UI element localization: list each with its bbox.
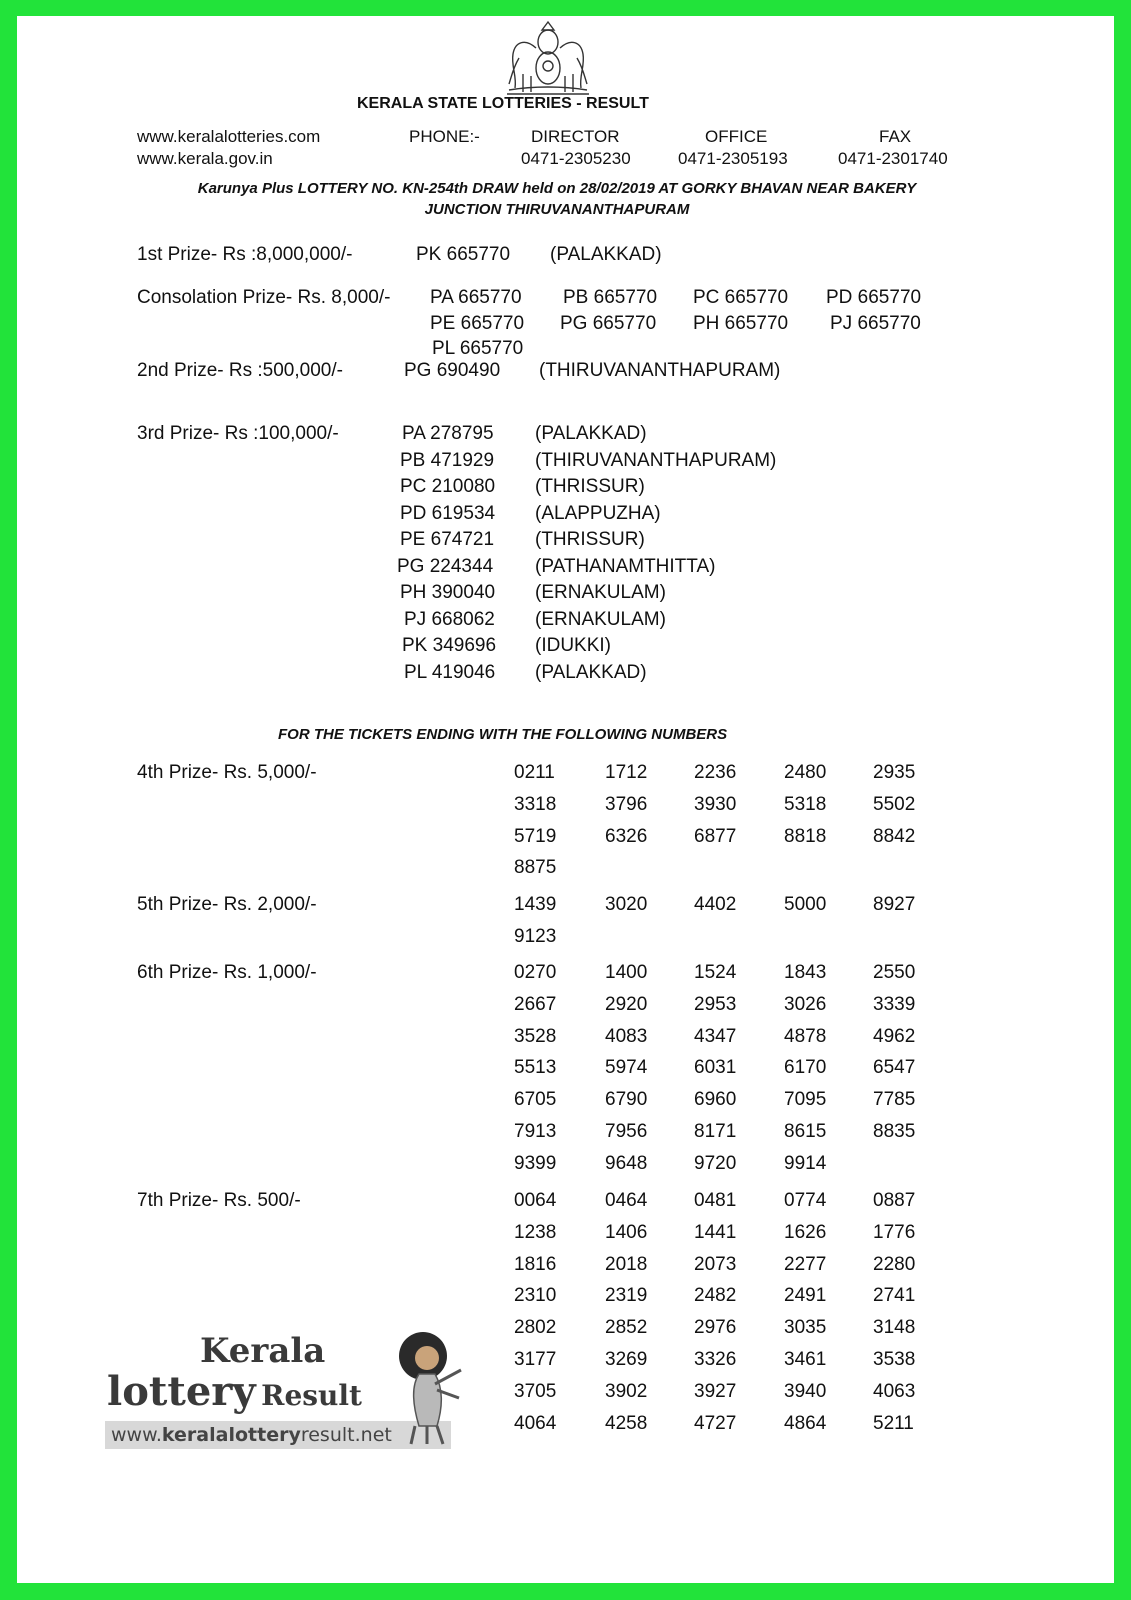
kathakali-figure-icon xyxy=(397,1326,477,1446)
first-prize-place: (PALAKKAD) xyxy=(550,244,662,265)
third-prize-ticket: PJ 668062 xyxy=(404,608,495,630)
winning-number: 1712 xyxy=(605,762,648,783)
second-prize-place: (THIRUVANANTHAPURAM) xyxy=(539,360,781,381)
winning-number: 7785 xyxy=(873,1089,916,1111)
winning-number: 4063 xyxy=(873,1380,916,1402)
sixth-prize-label: 6th Prize- Rs. 1,000/- xyxy=(137,962,317,983)
third-prize-ticket: PE 674721 xyxy=(400,529,495,550)
third-prize-place: (PATHANAMTHITTA) xyxy=(535,555,716,577)
third-prize-ticket: PL 419046 xyxy=(404,661,496,683)
first-prize-ticket: PK 665770 xyxy=(416,244,511,265)
winning-number: 2920 xyxy=(605,993,648,1015)
phone-label: PHONE:- xyxy=(409,127,480,146)
winning-number: 1400 xyxy=(605,962,648,983)
website-2: www.kerala.gov.in xyxy=(137,149,273,168)
director-number: 0471-2305230 xyxy=(521,149,631,168)
winning-number: 2741 xyxy=(873,1285,916,1307)
winning-number: 3705 xyxy=(514,1380,557,1402)
winning-number: 2310 xyxy=(514,1285,557,1307)
watermark-lottery: lottery xyxy=(107,1368,256,1415)
winning-number: 9914 xyxy=(784,1152,827,1174)
winning-number: 3902 xyxy=(605,1380,648,1402)
winning-number: 1626 xyxy=(784,1221,827,1243)
winning-number: 9399 xyxy=(514,1152,557,1174)
winning-number: 4402 xyxy=(694,894,737,915)
kerala-state-emblem-icon xyxy=(503,18,593,98)
winning-number: 8818 xyxy=(784,825,827,847)
consolation-ticket: PA 665770 xyxy=(430,287,522,308)
second-prize-label: 2nd Prize- Rs :500,000/- xyxy=(137,360,343,381)
draw-info-line-1: Karunya Plus LOTTERY NO. KN-254th DRAW held on 28/02/2019 AT GORKY BHAVAN NEAR BAKERY xyxy=(197,180,917,197)
consolation-ticket: PG 665770 xyxy=(560,313,657,334)
winning-number: 8875 xyxy=(514,857,557,879)
fax-number: 0471-2301740 xyxy=(838,149,948,168)
winning-number: 5513 xyxy=(514,1057,557,1079)
winning-number: 5502 xyxy=(873,793,916,815)
page-title: KERALA STATE LOTTERIES - RESULT xyxy=(357,95,649,112)
winning-number: 6547 xyxy=(873,1057,916,1079)
winning-number: 8927 xyxy=(873,894,916,915)
winning-number: 0270 xyxy=(514,962,557,983)
winning-number: 2018 xyxy=(605,1253,648,1275)
winning-number: 3927 xyxy=(694,1380,737,1402)
winning-number: 2953 xyxy=(694,993,737,1015)
winning-number: 5974 xyxy=(605,1057,648,1079)
winning-number: 1441 xyxy=(694,1221,737,1243)
third-prize-place: (PALAKKAD) xyxy=(535,423,647,444)
winning-number: 0887 xyxy=(873,1190,916,1211)
watermark-line-1: Kerala xyxy=(200,1331,326,1371)
third-prize-ticket: PB 471929 xyxy=(400,449,495,471)
third-prize-place: (IDUKKI) xyxy=(535,635,611,656)
watermark-url-part: keralalottery xyxy=(161,1424,301,1446)
winning-number: 2319 xyxy=(605,1285,648,1307)
third-prize-ticket: PC 210080 xyxy=(400,476,496,497)
winning-number: 1816 xyxy=(514,1253,557,1275)
winning-number: 6705 xyxy=(514,1089,557,1111)
winning-number: 2491 xyxy=(784,1285,827,1307)
winning-number: 6960 xyxy=(694,1089,737,1111)
winning-number: 3269 xyxy=(605,1349,648,1370)
winning-number: 2236 xyxy=(694,762,737,783)
watermark-logo xyxy=(107,1331,477,1486)
winning-number: 8171 xyxy=(694,1121,737,1142)
watermark-url-part: result xyxy=(300,1424,355,1446)
winning-number: 2480 xyxy=(784,762,827,783)
consolation-ticket: PC 665770 xyxy=(693,287,789,308)
consolation-ticket: PE 665770 xyxy=(430,313,525,334)
consolation-ticket: PJ 665770 xyxy=(830,313,921,334)
winning-number: 0774 xyxy=(784,1190,827,1211)
winning-number: 3796 xyxy=(605,793,648,815)
third-prize-place: (ERNAKULAM) xyxy=(535,608,666,630)
winning-number: 2935 xyxy=(873,762,916,783)
consolation-prize-label: Consolation Prize- Rs. 8,000/- xyxy=(137,287,391,308)
consolation-ticket: PB 665770 xyxy=(563,287,658,308)
draw-info-line-2: JUNCTION THIRUVANANTHAPURAM xyxy=(424,201,690,218)
seventh-prize-label: 7th Prize- Rs. 500/- xyxy=(137,1190,301,1211)
result-sheet xyxy=(17,16,1114,1583)
third-prize-place: (THRISSUR) xyxy=(535,529,645,550)
third-prize-place: (ERNAKULAM) xyxy=(535,582,666,603)
winning-number: 2852 xyxy=(605,1317,648,1339)
winning-number: 3326 xyxy=(694,1349,737,1370)
winning-number: 5000 xyxy=(784,894,827,915)
third-prize-ticket: PH 390040 xyxy=(400,582,496,603)
watermark-line-2 xyxy=(107,1368,362,1415)
consolation-ticket: PD 665770 xyxy=(826,287,922,308)
winning-number: 3930 xyxy=(694,793,737,815)
director-label: DIRECTOR xyxy=(531,127,620,146)
winning-number: 4347 xyxy=(694,1025,737,1047)
winning-number: 4878 xyxy=(784,1025,827,1047)
winning-number: 2277 xyxy=(784,1253,827,1275)
winning-number: 6877 xyxy=(694,825,737,847)
winning-number: 1238 xyxy=(514,1221,557,1243)
fifth-prize-label: 5th Prize- Rs. 2,000/- xyxy=(137,894,317,915)
watermark-url-part: www. xyxy=(111,1424,162,1446)
third-prize-ticket: PD 619534 xyxy=(400,502,496,524)
winning-number: 3035 xyxy=(784,1317,827,1339)
office-label: OFFICE xyxy=(705,127,768,146)
third-prize-ticket: PK 349696 xyxy=(402,635,497,656)
winning-number: 6031 xyxy=(694,1057,737,1079)
winning-number: 2280 xyxy=(873,1253,916,1275)
winning-number: 7913 xyxy=(514,1121,557,1142)
winning-number: 5318 xyxy=(784,793,827,815)
third-prize-place: (THRISSUR) xyxy=(535,476,645,497)
winning-number: 3177 xyxy=(514,1349,557,1370)
winning-number: 3940 xyxy=(784,1380,827,1402)
winning-number: 0211 xyxy=(514,762,555,783)
winning-number: 3538 xyxy=(873,1349,916,1370)
third-prize-place: (THIRUVANANTHAPURAM) xyxy=(535,449,777,471)
winning-number: 8615 xyxy=(784,1121,827,1142)
winning-number: 1843 xyxy=(784,962,827,983)
winning-number: 2482 xyxy=(694,1285,737,1307)
winning-number: 4083 xyxy=(605,1025,648,1047)
fourth-prize-label: 4th Prize- Rs. 5,000/- xyxy=(137,762,317,783)
winning-number: 1524 xyxy=(694,962,737,983)
website-1: www.keralalotteries.com xyxy=(137,127,321,146)
fax-label: FAX xyxy=(879,127,912,146)
winning-number: 0464 xyxy=(605,1190,648,1211)
winning-number: 5719 xyxy=(514,825,557,847)
winning-number: 0481 xyxy=(694,1190,737,1211)
winning-number: 3461 xyxy=(784,1349,827,1370)
watermark-url-part: .net xyxy=(354,1424,392,1446)
winning-number: 6326 xyxy=(605,825,648,847)
winning-number: 1406 xyxy=(605,1221,648,1243)
winning-number: 9648 xyxy=(605,1152,648,1174)
office-number: 0471-2305193 xyxy=(678,149,788,168)
winning-number: 1776 xyxy=(873,1221,916,1243)
winning-number: 5211 xyxy=(873,1412,914,1434)
winning-number: 3318 xyxy=(514,793,557,815)
winning-number: 4258 xyxy=(605,1412,648,1434)
winning-number: 2073 xyxy=(694,1253,737,1275)
winning-number: 4962 xyxy=(873,1025,916,1047)
ending-numbers-note: FOR THE TICKETS ENDING WITH THE FOLLOWING NUMBERS xyxy=(278,726,728,743)
winning-number: 3528 xyxy=(514,1025,557,1047)
winning-number: 3148 xyxy=(873,1317,916,1339)
winning-number: 7095 xyxy=(784,1089,827,1111)
winning-number: 8842 xyxy=(873,825,916,847)
third-prize-label: 3rd Prize- Rs :100,000/- xyxy=(137,423,339,444)
watermark-result: Result xyxy=(261,1379,362,1412)
winning-number: 0064 xyxy=(514,1190,557,1211)
winning-number: 4727 xyxy=(694,1412,737,1434)
second-prize-ticket: PG 690490 xyxy=(404,360,501,381)
winning-number: 3339 xyxy=(873,993,916,1015)
winning-number: 8835 xyxy=(873,1121,916,1142)
third-prize-place: (PALAKKAD) xyxy=(535,661,647,683)
winning-number: 4864 xyxy=(784,1412,827,1434)
winning-number: 2667 xyxy=(514,993,557,1015)
winning-number: 6790 xyxy=(605,1089,648,1111)
consolation-ticket: PL 665770 xyxy=(432,338,524,359)
consolation-ticket: PH 665770 xyxy=(693,313,789,334)
winning-number: 2976 xyxy=(694,1317,737,1339)
third-prize-ticket: PA 278795 xyxy=(402,423,494,444)
winning-number: 2802 xyxy=(514,1317,557,1339)
winning-number: 6170 xyxy=(784,1057,827,1079)
winning-number: 9720 xyxy=(694,1152,737,1174)
winning-number: 7956 xyxy=(605,1121,648,1142)
winning-number: 4064 xyxy=(514,1412,557,1434)
winning-number: 9123 xyxy=(514,925,557,947)
winning-number: 3020 xyxy=(605,894,648,915)
third-prize-ticket: PG 224344 xyxy=(397,555,494,577)
winning-number: 1439 xyxy=(514,894,557,915)
third-prize-place: (ALAPPUZHA) xyxy=(535,502,661,524)
winning-number: 2550 xyxy=(873,962,916,983)
winning-number: 3026 xyxy=(784,993,827,1015)
first-prize-label: 1st Prize- Rs :8,000,000/- xyxy=(137,244,353,265)
